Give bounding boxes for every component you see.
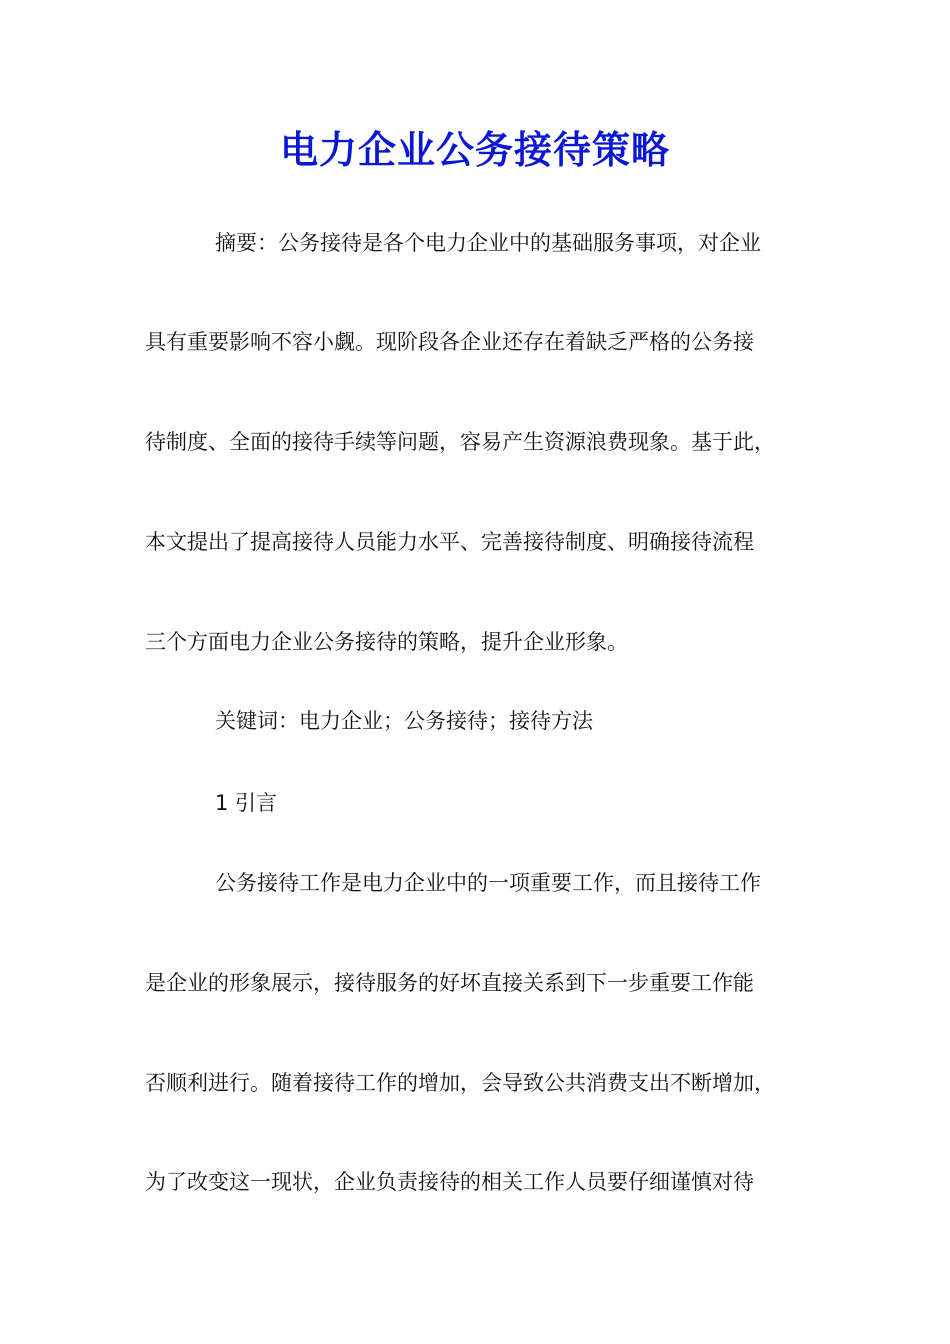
body-line-1: 公务接待工作是电力企业中的一项重要工作，而且接待工作 [215,871,761,895]
body-line-4: 为了改变这一现状，企业负责接待的相关工作人员要仔细谨慎对待 [145,1170,754,1194]
abstract-line-5: 三个方面电力企业公务接待的策略，提升企业形象。 [145,630,628,654]
abstract-line-4: 本文提出了提高接待人员能力水平、完善接待制度、明确接待流程 [145,530,754,554]
abstract-line-1: 摘要：公务接待是各个电力企业中的基础服务事项，对企业 [215,231,761,255]
body-line-3: 否顺利进行。随着接待工作的增加，会导致公共消费支出不断增加， [145,1071,775,1095]
keywords-line: 关键词：电力企业；公务接待；接待方法 [215,709,593,733]
abstract-line-2: 具有重要影响不容小觑。现阶段各企业还存在着缺乏严格的公务接 [145,330,754,354]
body-line-2: 是企业的形象展示，接待服务的好坏直接关系到下一步重要工作能 [145,971,754,995]
abstract-line-3: 待制度、全面的接待手续等问题，容易产生资源浪费现象。基于此， [145,430,775,454]
page-title: 电力企业公务接待策略 [279,127,670,172]
section-heading-introduction: 1 引言 [215,791,278,815]
